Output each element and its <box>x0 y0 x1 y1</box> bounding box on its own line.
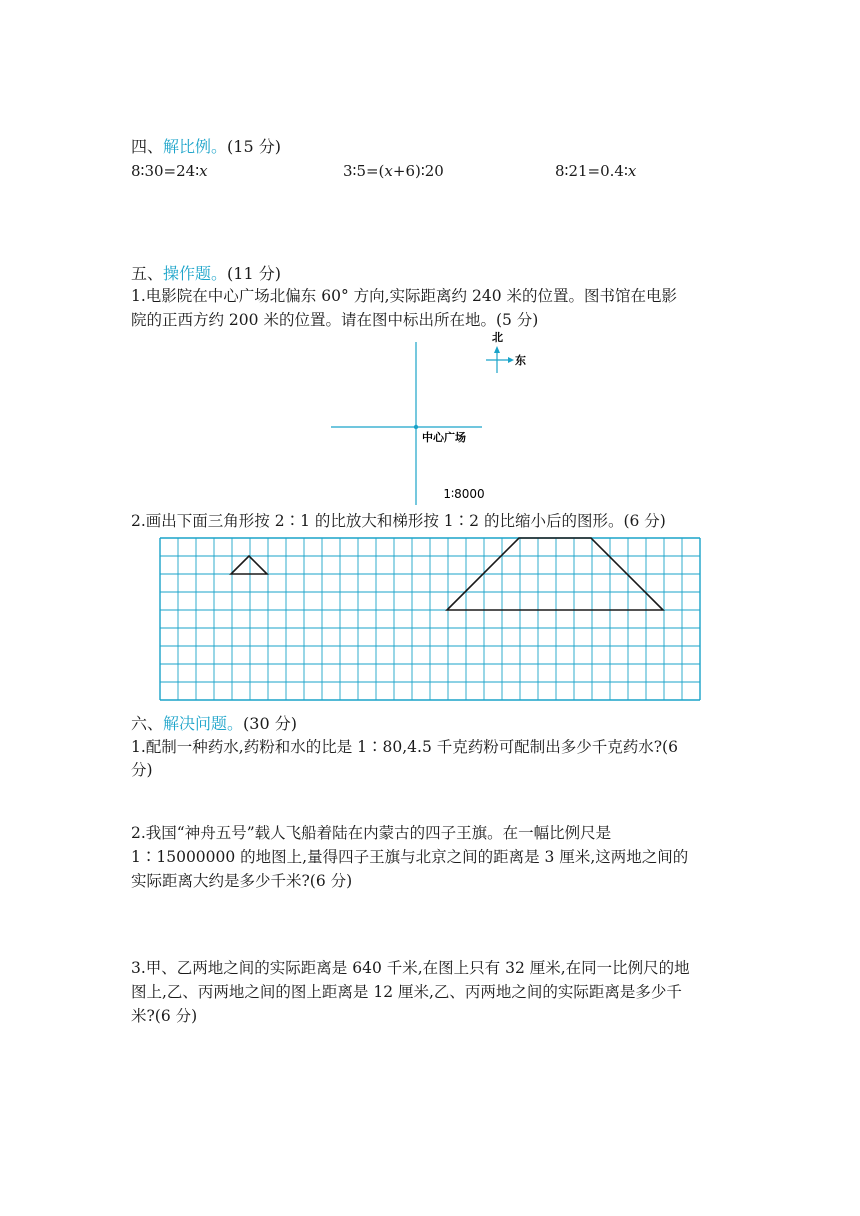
center-square-label: 中心广场 <box>422 431 466 444</box>
equation-3 <box>555 162 636 180</box>
compass-icon <box>486 346 514 373</box>
q6-2-line-1: 2.我国“神舟五号”载人飞船着陆在内蒙古的四子王旗。在一幅比例尺是 <box>131 824 612 842</box>
q6-2-line-2: 1∶15000000 的地图上,量得四子王旗与北京之间的距离是 3 厘米,这两地之间的 <box>131 848 689 866</box>
section-5-number: 五、 <box>131 264 164 283</box>
q6-1-line-1: 1.配制一种药水,药粉和水的比是 1∶80,4.5 千克药粉可配制出多少千克药水?(6 <box>131 738 678 756</box>
q6-1-line-2: 分) <box>131 761 153 779</box>
equation-2-text-a: 3∶5=( <box>343 162 385 180</box>
q6-3-line-1: 3.甲、乙两地之间的实际距离是 640 千米,在图上只有 32 厘米,在同一比例尺的地 <box>131 959 690 977</box>
q5-1-line-2: 院的正西方约 200 米的位置。请在图中标出所在地。(5 分) <box>131 311 539 329</box>
q6-3-line-2: 图上,乙、丙两地之间的图上距离是 12 厘米,乙、丙两地之间的实际距离是多少千 <box>131 983 682 1001</box>
grid-lines <box>160 538 700 700</box>
section-6-title: 解决问题。 <box>163 714 244 733</box>
map-scale-label: 1∶8000 <box>443 487 485 501</box>
map-diagram <box>320 330 540 505</box>
small-triangle <box>231 556 267 574</box>
equation-2-var: x <box>384 162 393 180</box>
compass-north-label: 北 <box>492 331 503 344</box>
q5-2-text: 2.画出下面三角形按 2∶1 的比放大和梯形按 1∶2 的比缩小后的图形。(6 分) <box>131 512 666 530</box>
q6-2-line-3: 实际距离大约是多少千米?(6 分) <box>131 872 353 890</box>
section-6-score: (30 分) <box>243 714 297 733</box>
section-5-heading <box>131 261 281 284</box>
q6-3-line-3: 米?(6 分) <box>131 1007 198 1025</box>
equation-1 <box>131 162 208 180</box>
equation-2 <box>343 162 444 180</box>
center-point <box>414 425 418 429</box>
section-4-score: (15 分) <box>227 137 281 156</box>
section-5-title: 操作题。 <box>163 264 228 283</box>
equation-3-var: x <box>627 162 637 180</box>
section-4-number: 四、 <box>131 137 164 156</box>
drawing-grid <box>158 536 702 702</box>
equation-3-text: 8∶21=0.4∶ <box>555 162 628 180</box>
section-5-score: (11 分) <box>227 264 281 283</box>
equation-1-text: 8∶30=24∶ <box>131 162 200 180</box>
section-6-number: 六、 <box>131 714 164 733</box>
equation-2-text-b: +6)∶20 <box>392 162 444 180</box>
q5-1-line-1: 1.电影院在中心广场北偏东 60° 方向,实际距离约 240 米的位置。图书馆在电影 <box>131 287 677 305</box>
equation-1-var: x <box>199 162 208 180</box>
section-4-heading <box>131 134 281 157</box>
section-6-heading <box>131 711 297 734</box>
section-4-title: 解比例。 <box>163 137 228 156</box>
compass-east-label: 东 <box>515 354 526 367</box>
